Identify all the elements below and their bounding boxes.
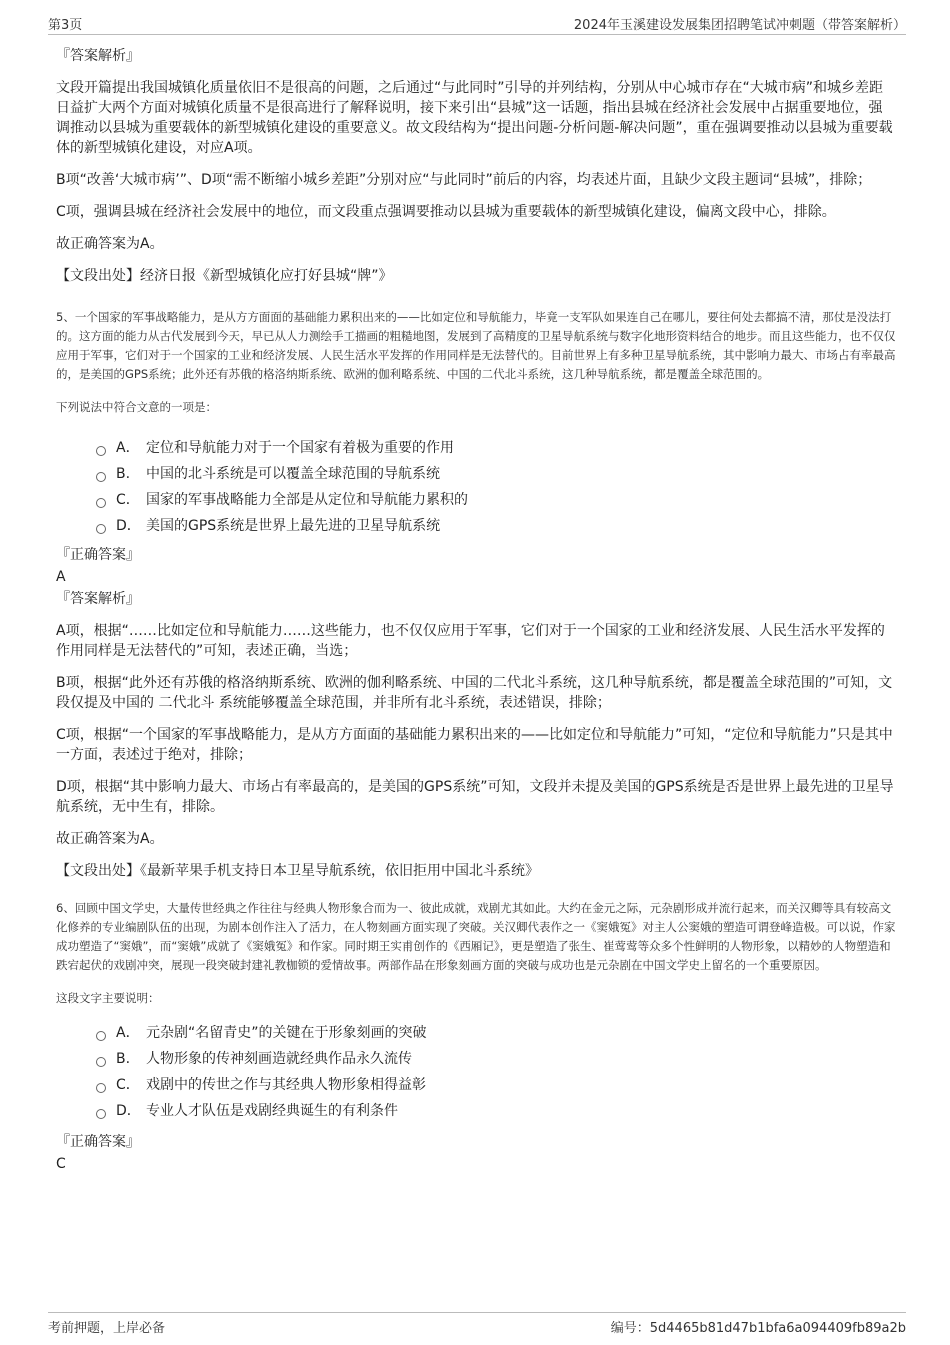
option-list bbox=[96, 435, 896, 539]
option-c[interactable]: C． 戏剧中的传世之作与其经典人物形象相得益彰 bbox=[96, 1072, 896, 1098]
question-passage: 6、回顾中国文学史，大量传世经典之作往往与经典人物形象合而为一、彼此成就，戏剧尤其如此。大约在金元之际，元杂剧形成并流行起来，而关汉卿等具有较高文化修养的专业编剧队伍的出现，为剧本创作注入了活力，在人物刻画方面实现了突破。关汉卿代表作之一《窦娥冤》对主人公窦娥的塑造可谓登峰造极。可以说，作家成功塑造了“窦娥”，而“窦娥”成就了《窦娥冤》和作家。同时期王实甫创作的《西厢记》，更是塑造了张生、崔莺莺等众多个性鲜明的人物形象，以精妙的人物塑造和跌宕起伏的戏剧冲突，展现一段突破封建礼教枷锁的爱情故事。两部作品在形象刻画方面的突破与成功也是元杂剧在中国文学史上留名的一个重要原因。 bbox=[56, 901, 896, 972]
option-b[interactable]: B. 中国的北斗系统是可以覆盖全球范围的导航系统 bbox=[96, 461, 896, 487]
option-list bbox=[96, 1020, 896, 1124]
page-header bbox=[48, 12, 906, 35]
analysis-label: 『答案解析』 bbox=[56, 591, 140, 607]
footer-slogan: 考前押题，上岸必备 bbox=[48, 1321, 166, 1336]
radio-icon[interactable] bbox=[96, 498, 106, 508]
analysis-paragraph: C项，根据“一个国家的军事战略能力，是从方方面面的基础能力累积出来的——比如定位和导航能力”可知，“定位和导航能力”只是其中一方面，表述过于绝对，排除； bbox=[56, 727, 893, 763]
radio-icon[interactable] bbox=[96, 524, 106, 534]
question-passage: 5、一个国家的军事战略能力，是从方方面面的基础能力累积出来的——比如定位和导航能力，毕竟一支军队如果连自己在哪儿，要往何处去都搞不清，那仗是没法打的。这方面的能力从古代发展到今天，早已从人力测绘手工描画的粗糙地图，发展到了高精度的卫星导航系统与数字化地形资料结合的地步。而且这些能力，也不仅仅应用于军事，它们对于一个国家的工业和经济发展、人民生活水平发挥的作用同样是无法替代的。目前世界上有多种卫星导航系统，其中影响力最大、市场占有率最高的，是美国的GPS系统；此外还有苏俄的格洛纳斯系统、欧洲的伽利略系统、中国的二代北斗系统，这几种导航系统，都是覆盖全球范围的。 bbox=[56, 310, 896, 381]
radio-icon[interactable] bbox=[96, 1031, 106, 1041]
correct-answer: A bbox=[56, 569, 66, 585]
radio-icon[interactable] bbox=[96, 446, 106, 456]
answer-conclusion: 故正确答案为A。 bbox=[56, 236, 164, 252]
code-label: 编号： bbox=[610, 1321, 650, 1336]
passage-source: 【文段出处】《最新苹果手机支持日本卫星导航系统，依旧拒用中国北斗系统》 bbox=[56, 863, 539, 879]
option-a[interactable]: A． 元杂剧“名留青史”的关键在于形象刻画的突破 bbox=[96, 1020, 896, 1046]
analysis-paragraph: D项，根据“其中影响力最大、市场占有率最高的，是美国的GPS系统”可知，文段并未提及美国的GPS系统是否是世界上最先进的卫星导航系统，无中生有，排除。 bbox=[56, 779, 894, 815]
option-d[interactable]: D． 美国的GPS系统是世界上最先进的卫星导航系统 bbox=[96, 513, 896, 539]
answer-conclusion: 故正确答案为A。 bbox=[56, 831, 164, 847]
option-d[interactable]: D． 专业人才队伍是戏剧经典诞生的有利条件 bbox=[96, 1098, 896, 1124]
passage-source: 【文段出处】经济日报《新型城镇化应打好县城“牌”》 bbox=[56, 268, 393, 284]
document-title: 2024年玉溪建设发展集团招聘笔试冲刺题（带答案解析） bbox=[573, 18, 906, 33]
question-prompt: 这段文字主要说明： bbox=[56, 991, 160, 1005]
document-code bbox=[611, 1317, 906, 1336]
option-c[interactable]: C． 国家的军事战略能力全部是从定位和导航能力累积的 bbox=[96, 487, 896, 513]
analysis-paragraph: C项，强调县城在经济社会发展中的地位，而文段重点强调要推动以县城为重要载体的新型城镇化建设，偏离文段中心，排除。 bbox=[56, 204, 836, 220]
analysis-label: 『答案解析』 bbox=[56, 48, 140, 64]
question-prompt: 下列说法中符合文意的一项是： bbox=[56, 400, 217, 414]
correct-answer: C bbox=[56, 1156, 66, 1172]
page-content bbox=[56, 46, 896, 1174]
answer-label: 『正确答案』 bbox=[56, 547, 140, 563]
code-value: 5d4465b81d47b1bfa6a094409fb89a2b bbox=[649, 1321, 906, 1336]
page-footer bbox=[48, 1312, 906, 1336]
analysis-paragraph: B项，根据“此外还有苏俄的格洛纳斯系统、欧洲的伽利略系统、中国的二代北斗系统，这几种导航系统，都是覆盖全球范围的”可知，文段仅提及中国的 二代北斗 系统能够覆盖全球范围，并非所有北斗系统，表述错误，排除； bbox=[56, 675, 893, 711]
answer-label: 『正确答案』 bbox=[56, 1134, 140, 1150]
page-number: 第3页 bbox=[48, 18, 83, 33]
option-b[interactable]: B. 人物形象的传神刻画造就经典作品永久流传 bbox=[96, 1046, 896, 1072]
option-a[interactable]: A． 定位和导航能力对于一个国家有着极为重要的作用 bbox=[96, 435, 896, 461]
radio-icon[interactable] bbox=[96, 1109, 106, 1119]
analysis-paragraph: 文段开篇提出我国城镇化质量依旧不是很高的问题，之后通过“与此同时”引导的并列结构，分别从中心城市存在“大城市病”和城乡差距日益扩大两个方面对城镇化质量不是很高进行了解释说明，接下来引出“县城”这一话题，指出县城在经济社会发展中占据重要地位，强调推动以县城为重要载体的新型城镇化建设的重要意义。故文段结构为“提出问题-分析问题-解决问题”，重在强调要推动以县城为重要载体的新型城镇化建设，对应A项。 bbox=[56, 80, 893, 156]
analysis-paragraph: B项“改善‘大城市病’”、D项“需不断缩小城乡差距”分别对应“与此同时”前后的内容，均表述片面，且缺少文段主题词“县城”，排除； bbox=[56, 172, 872, 188]
radio-icon[interactable] bbox=[96, 1083, 106, 1093]
radio-icon[interactable] bbox=[96, 1057, 106, 1067]
analysis-paragraph: A项，根据“……比如定位和导航能力……这些能力，也不仅仅应用于军事，它们对于一个国家的工业和经济发展、人民生活水平发挥的作用同样是无法替代的”可知，表述正确，当选； bbox=[56, 623, 885, 659]
radio-icon[interactable] bbox=[96, 472, 106, 482]
